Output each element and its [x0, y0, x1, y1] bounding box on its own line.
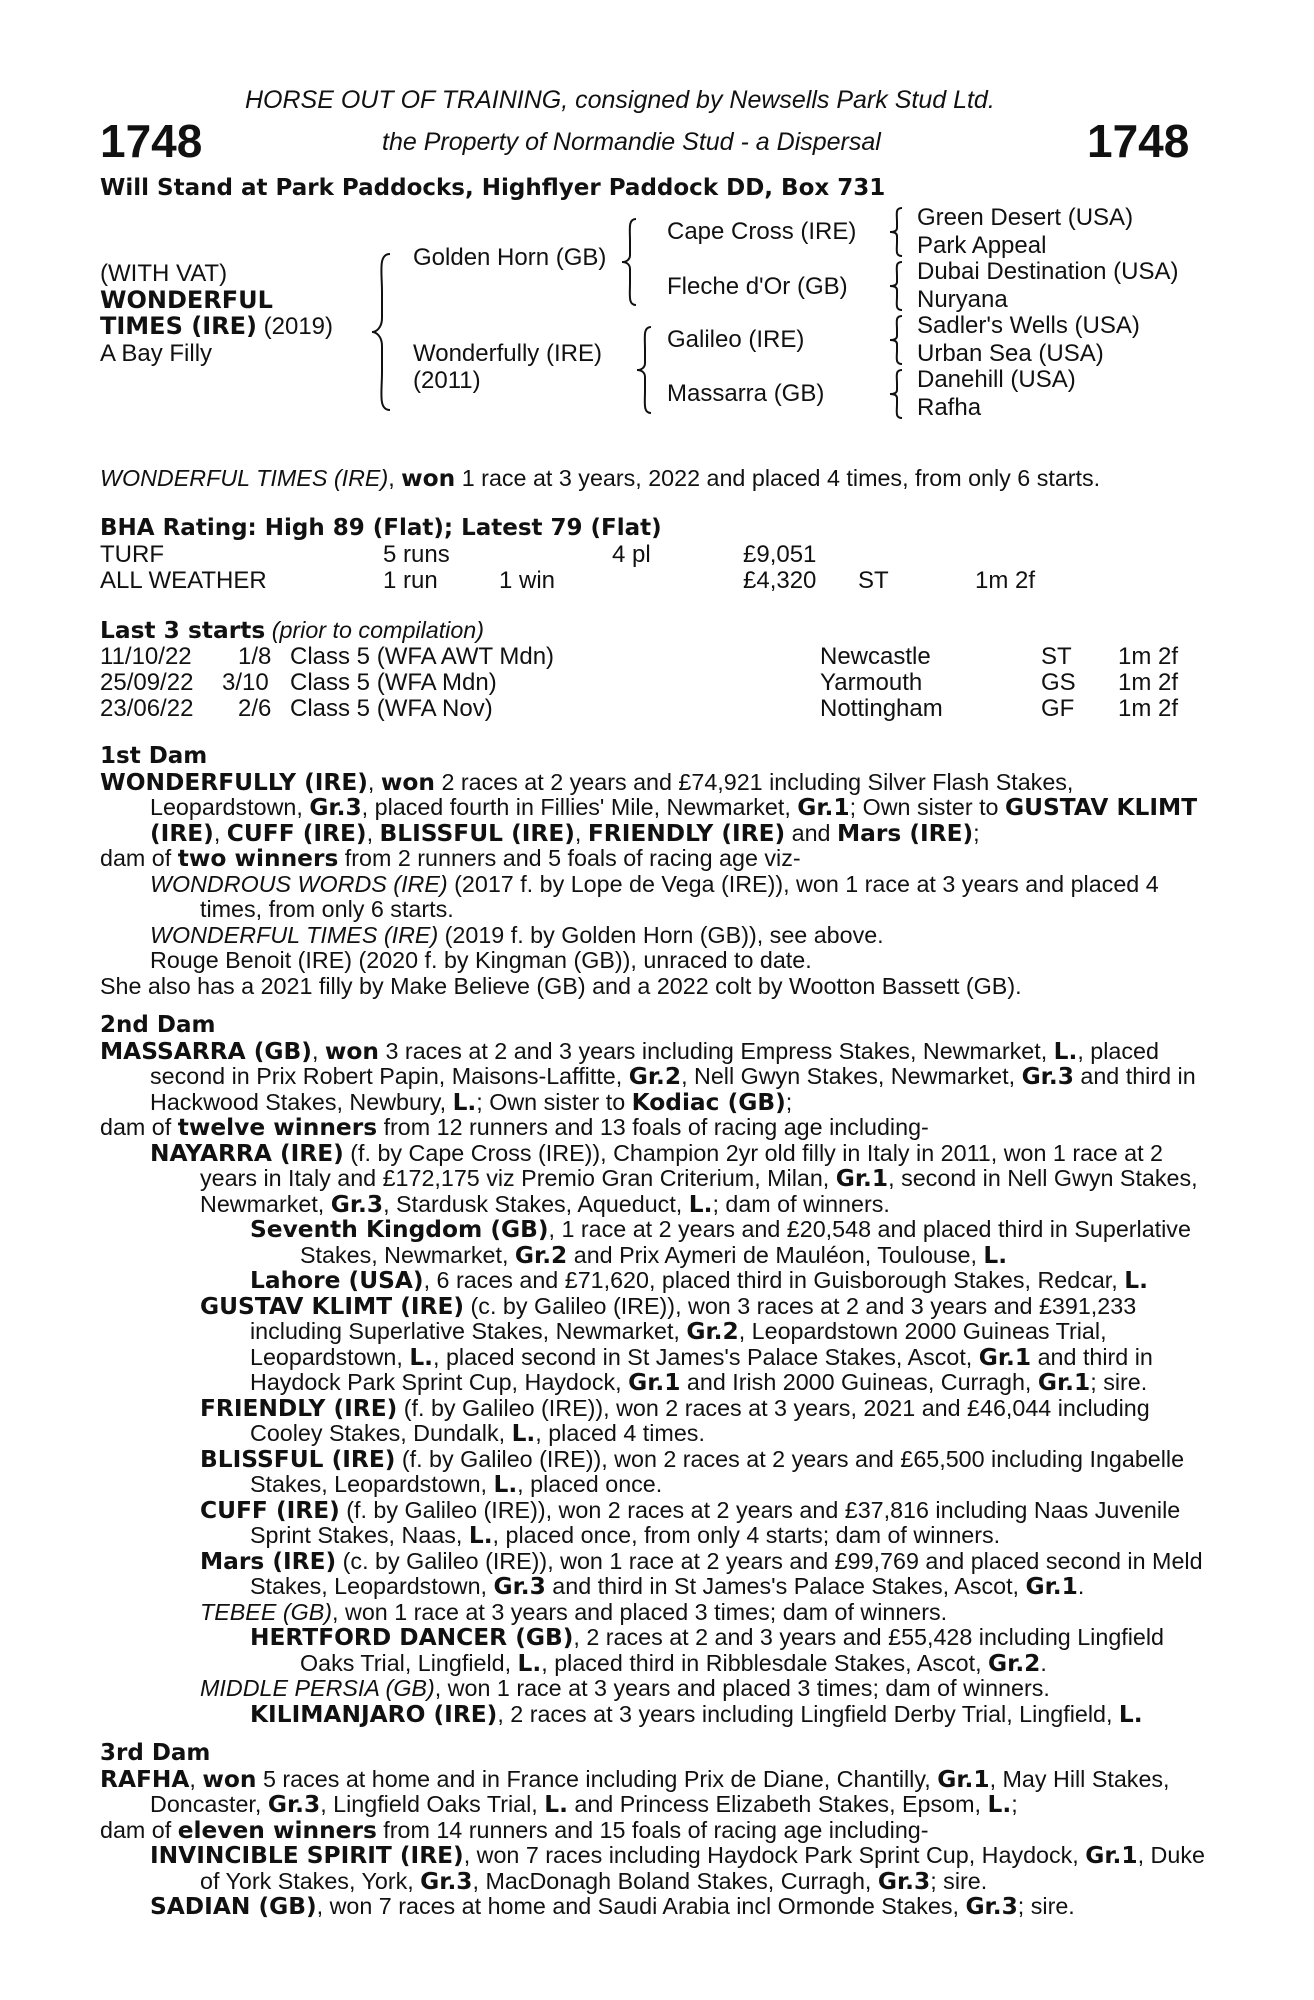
text-fragment: , [574, 819, 588, 846]
text-fragment: , Nell Gwyn Stakes, Newmarket, [681, 1063, 1022, 1089]
text-fragment: (c. by Galileo (IRE)), won 1 race at 2 years and £99,769 and placed second in Meld Stakes, Leopardstown, [250, 1547, 1203, 1599]
group-label: Gr.3 [965, 1893, 1018, 1920]
listed-label: L. [688, 1190, 713, 1218]
third-dam-produce-summary [100, 1818, 1208, 1844]
group-label: Gr.3 [309, 794, 362, 821]
rating-surface: ALL WEATHER [100, 567, 267, 594]
dam-dam-sire: Danehill (USA) [917, 366, 1076, 393]
text-fragment: , placed once. [517, 1471, 663, 1497]
text-fragment: , won 1 race at 3 years and placed 3 times; dam of winners. [434, 1675, 1050, 1701]
text-fragment: from 2 runners and 5 foals of racing age viz- [338, 845, 801, 871]
text-fragment: , 1 race at 2 years and £20,548 and placed third in Superlative Stakes, Newmarket, [300, 1216, 1191, 1268]
group-label: Gr.3 [493, 1573, 546, 1600]
summary-rest: 1 race at 3 years, 2022 and placed 4 times, from only 6 starts. [455, 465, 1101, 491]
produce-name: INVINCIBLE SPIRIT (IRE) [150, 1842, 464, 1869]
text-fragment: , placed 4 times. [535, 1420, 705, 1446]
first-dam-produce-summary [100, 846, 1208, 872]
text-fragment: , won 1 race at 3 years and placed 3 times; dam of winners. [332, 1598, 948, 1625]
group-label: Gr.3 [420, 1867, 473, 1895]
brace-ss [888, 206, 906, 258]
dam-sire-sire: Sadler's Wells (USA) [917, 312, 1140, 339]
listed-label: L. [544, 1791, 568, 1818]
start-going: ST [1041, 643, 1072, 670]
dam-dam-dam: Rafha [917, 394, 982, 421]
group-label: Gr.3 [267, 1791, 321, 1818]
first-dam-name: WONDERFULLY (IRE) [100, 768, 368, 796]
property-line: the Property of Normandie Stud - a Dispersal [382, 128, 881, 156]
group-label: Gr.2 [988, 1649, 1041, 1677]
produce-entry [100, 1396, 1208, 1447]
text-fragment: , won 7 races including Haydock Park Sprint Cup, Haydock, [463, 1842, 1086, 1868]
text-fragment: 3 races at 2 and 3 years including Empress Stakes, Newmarket, [379, 1037, 1054, 1064]
horse-name-line2-text: TIMES (IRE) [100, 312, 257, 340]
start-distance: 1m 2f [1118, 695, 1179, 722]
group-label: Gr.2 [628, 1063, 682, 1090]
start-course: Nottingham [820, 695, 943, 722]
grandproduce-entry [150, 1268, 1208, 1294]
vat-note: (WITH VAT) [100, 260, 228, 287]
text-fragment: , Stardusk Stakes, Aqueduct, [383, 1190, 689, 1217]
group-label: Gr.1 [797, 794, 850, 821]
start-date: 25/09/22 [100, 669, 194, 696]
start-distance: 1m 2f [1118, 669, 1179, 696]
horse-name-line1: WONDERFUL [100, 286, 273, 314]
second-dam-heading: 2nd Dam [100, 1012, 216, 1038]
sibling-name: BLISSFUL (IRE) [379, 819, 575, 847]
group-label: Gr.3 [1021, 1063, 1074, 1090]
produce-name: BLISSFUL (IRE) [200, 1445, 396, 1473]
sire-sire-sire: Green Desert (USA) [917, 204, 1134, 231]
produce-entry [100, 1447, 1208, 1498]
text-fragment: , 6 races and £71,620, placed third in Guisborough Stakes, Redcar, [423, 1267, 1125, 1293]
text-fragment: ; [785, 1088, 793, 1115]
text-fragment: , second in Nell Gwyn Stakes, Newmarket, [200, 1165, 1198, 1217]
grandproduce-entry [150, 1217, 1208, 1268]
text-fragment: dam of [100, 845, 178, 871]
text-fragment: ; [1011, 1791, 1018, 1817]
start-date: 23/06/22 [100, 695, 194, 722]
sire-dam-sire: Dubai Destination (USA) [917, 258, 1179, 285]
group-label: Gr.1 [1037, 1369, 1091, 1396]
group-label: Gr.2 [686, 1318, 739, 1345]
text-fragment: and Princess Elizabeth Stakes, Epsom, [567, 1791, 988, 1817]
sibling-name: FRIENDLY (IRE) [587, 819, 786, 847]
horse-description: A Bay Filly [100, 340, 213, 367]
dam-dam: Massarra (GB) [667, 380, 825, 407]
stand-location: Will Stand at Park Paddocks, Highflyer Paddock DD, Box 731 [100, 175, 886, 201]
second-dam-produce-summary [100, 1115, 1208, 1141]
text-fragment: , 2 races at 2 and 3 years and £55,428 including Lingfield Oaks Trial, Lingfield, [300, 1624, 1165, 1676]
rating-placed: 4 pl [612, 541, 651, 568]
sibling-name: GUSTAV KLIMT (IRE) [150, 794, 1198, 847]
text-fragment: ; Own sister to [849, 794, 1005, 820]
start-date: 11/10/22 [100, 643, 192, 670]
second-dam-name: MASSARRA (GB) [100, 1037, 312, 1065]
sire-dam-dam: Nuryana [917, 286, 1008, 313]
text-fragment: , [367, 768, 381, 795]
second-dam-record [100, 1039, 1208, 1116]
listed-label: L. [511, 1420, 536, 1447]
group-label: Gr.2 [514, 1241, 568, 1269]
listed-label: L. [452, 1088, 477, 1116]
text-fragment: and third in Hackwood Stakes, Newbury, [150, 1063, 1196, 1115]
text-fragment: , placed third in Ribblesdale Stakes, Ascot, [541, 1649, 989, 1676]
produce-entry [100, 1894, 1208, 1920]
listed-label: L. [987, 1791, 1012, 1818]
dam-year: (2011) [413, 367, 481, 394]
text-fragment: ; sire. [1090, 1369, 1148, 1395]
group-label: Gr.3 [330, 1190, 384, 1218]
first-dam-foals-note: She also has a 2021 filly by Make Believe (GB) and a 2022 colt by Wootton Bassett (GB). [100, 972, 1022, 999]
listed-label: L. [409, 1343, 434, 1371]
text-fragment: (f. by Galileo (IRE)), won 2 races at 2 years and £37,816 including Naas Juvenile Sprint Stakes, Naas, [250, 1496, 1181, 1548]
text-fragment: , placed fourth in Fillies' Mile, Newmarket, [361, 794, 798, 820]
start-position: 3/10 [222, 669, 269, 696]
brace-ds [888, 314, 906, 366]
text-fragment: 2 races at 2 years and £74,921 including Silver Flash Stakes, Leopardstown, [150, 768, 1074, 820]
sibling-name: Kodiac (GB) [631, 1088, 786, 1116]
first-dam-heading: 1st Dam [100, 743, 208, 769]
text-fragment: ; sire. [1017, 1893, 1075, 1919]
text-fragment: , [213, 819, 227, 846]
produce-entry [100, 1676, 1208, 1702]
pedigree-notes [100, 744, 1208, 1920]
rating-prize: £4,320 [743, 567, 817, 594]
produce-name: Lahore (USA) [250, 1267, 424, 1294]
third-dam-record [100, 1767, 1208, 1818]
start-race: Class 5 (WFA Mdn) [290, 669, 497, 696]
produce-name: MIDDLE PERSIA (GB) [200, 1675, 435, 1701]
text-fragment: , 2 races at 3 years including Lingfield Derby Trial, Lingfield, [497, 1700, 1119, 1727]
summary-comma: , [388, 465, 402, 491]
text-fragment: , placed second in St James's Palace Stakes, Ascot, [433, 1343, 979, 1370]
bha-rating-heading: BHA Rating: High 89 (Flat); Latest 79 (Flat) [100, 515, 662, 541]
text-fragment: (c. by Galileo (IRE)), won 3 races at 2 and 3 years and £391,233 including Superlative Stakes, Newmarket, [250, 1292, 1137, 1344]
text-fragment: ; [973, 819, 980, 846]
third-dam-name: RAFHA [100, 1765, 190, 1793]
produce-entry [100, 1600, 1208, 1626]
grandproduce-entry [150, 1625, 1208, 1676]
start-going: GF [1041, 695, 1075, 722]
listed-label: L. [1118, 1700, 1143, 1728]
text-fragment: (2019 f. by Golden Horn (GB)), see above. [438, 921, 884, 948]
lot-number-right: 1748 [1087, 115, 1190, 167]
sire-dam: Fleche d'Or (GB) [667, 273, 848, 300]
text-fragment: (f. by Cape Cross (IRE)), Champion 2yr old filly in Italy in 2011, won 1 race at 2 years in Italy and £172,175 viz Premio Gran Criterium, Milan, [200, 1139, 1163, 1191]
winners-count: two winners [177, 845, 339, 872]
text-fragment: 5 races at home and in France including Prix de Diane, Chantilly, [256, 1765, 938, 1792]
produce-name: FRIENDLY (IRE) [200, 1394, 398, 1422]
text-fragment: , MacDonagh Boland Stakes, Curragh, [472, 1867, 878, 1894]
main-brace [370, 252, 396, 412]
text-fragment: and Irish 2000 Guineas, Curragh, [680, 1369, 1038, 1395]
text-fragment: , placed second in Prix Robert Papin, Maisons-Laffitte, [150, 1037, 1159, 1089]
winners-count: twelve winners [177, 1114, 378, 1141]
rating-wins: 1 win [499, 567, 556, 594]
won-label: won [202, 1765, 257, 1793]
horse-year: (2019) [256, 313, 334, 340]
text-fragment: , [189, 1765, 203, 1792]
summary-horse-name: WONDERFUL TIMES (IRE) [100, 465, 389, 491]
first-dam-record [100, 770, 1208, 847]
produce-entry [100, 923, 1208, 949]
dam-brace [635, 325, 657, 415]
start-going: GS [1041, 669, 1076, 696]
produce-entry [100, 1549, 1208, 1600]
text-fragment: (f. by Galileo (IRE)), won 2 races at 2 years and £65,500 including Ingabelle Stakes, Leopardstown, [250, 1445, 1185, 1497]
start-race: Class 5 (WFA AWT Mdn) [290, 643, 555, 670]
dam: Wonderfully (IRE) [413, 340, 602, 367]
text-fragment: (f. by Galileo (IRE)), won 2 races at 3 years, 2021 and £46,044 including Cooley Stakes, Dundalk, [250, 1394, 1150, 1446]
text-fragment: , placed once, from only 4 starts; dam of winners. [492, 1522, 1001, 1548]
rating-distance: 1m 2f [975, 567, 1036, 594]
sire-sire-dam: Park Appeal [917, 232, 1047, 259]
group-label: Gr.1 [1025, 1573, 1078, 1600]
rating-runs: 5 runs [383, 541, 450, 568]
sire-brace [620, 217, 642, 307]
dam-sire: Galileo (IRE) [667, 326, 805, 353]
text-fragment: , [366, 819, 380, 846]
start-course: Newcastle [820, 643, 931, 670]
text-fragment: , Duke of York Stakes, York, [200, 1842, 1205, 1894]
start-position: 2/6 [238, 695, 272, 722]
won-label: won [380, 768, 435, 796]
won-label: won [324, 1037, 380, 1065]
produce-name: CUFF (IRE) [200, 1496, 340, 1524]
produce-entry [100, 1141, 1208, 1218]
winners-count: eleven winners [177, 1816, 377, 1844]
text-fragment: . [1077, 1573, 1085, 1599]
text-fragment: . [1040, 1649, 1047, 1676]
group-label: Gr.1 [628, 1369, 681, 1396]
brace-sd [888, 260, 906, 312]
sire-sire: Cape Cross (IRE) [667, 218, 857, 245]
listed-label: L. [1124, 1267, 1148, 1294]
start-race: Class 5 (WFA Nov) [290, 695, 493, 722]
third-dam-heading: 3rd Dam [100, 1740, 211, 1766]
produce-entry [100, 1843, 1208, 1894]
start-position: 1/8 [238, 643, 272, 670]
sire: Golden Horn (GB) [413, 244, 607, 271]
produce-entry [100, 872, 1208, 923]
sibling-name: Mars (IRE) [836, 819, 974, 847]
text-fragment: from 12 runners and 13 foals of racing age including- [377, 1114, 929, 1140]
produce-entry [100, 1294, 1208, 1396]
text-fragment: , Lingfield Oaks Trial, [320, 1791, 545, 1817]
text-fragment: and Prix Aymeri de Mauléon, Toulouse, [567, 1241, 984, 1268]
produce-name: HERTFORD DANCER (GB) [250, 1624, 574, 1651]
summary-won: won [401, 465, 456, 492]
produce-name: TEBEE (GB) [200, 1598, 333, 1625]
horse-name-line2 [100, 314, 333, 339]
group-label: Gr.1 [835, 1165, 889, 1192]
text-fragment: ; dam of winners. [712, 1190, 890, 1217]
group-label: Gr.1 [978, 1343, 1032, 1371]
rating-going: ST [858, 567, 889, 594]
brace-dd [888, 368, 906, 420]
text-fragment: and [785, 819, 837, 846]
produce-entry: Rouge Benoit (IRE) (2020 f. by Kingman (GB)), unraced to date. [150, 947, 812, 973]
text-fragment: , won 7 races at home and Saudi Arabia incl Ormonde Stakes, [316, 1893, 966, 1919]
produce-name: Mars (IRE) [200, 1547, 337, 1575]
text-fragment: , [311, 1037, 325, 1064]
group-label: Gr.3 [877, 1867, 931, 1895]
text-fragment: , Leopardstown 2000 Guineas Trial, Leopardstown, [250, 1318, 1107, 1370]
group-label: Gr.1 [1085, 1842, 1138, 1869]
group-label: Gr.1 [937, 1765, 990, 1793]
start-distance: 1m 2f [1118, 643, 1179, 670]
grandproduce-entry [150, 1702, 1208, 1728]
listed-label: L. [1053, 1037, 1078, 1065]
text-fragment: (2017 f. by Lope de Vega (IRE)), won 1 race at 3 years and placed 4 times, from only 6 starts. [200, 870, 1159, 922]
produce-name: GUSTAV KLIMT (IRE) [200, 1292, 465, 1320]
produce-name: NAYARRA (IRE) [150, 1139, 344, 1167]
lot-number-left: 1748 [100, 115, 203, 167]
produce-entry [100, 1498, 1208, 1549]
text-fragment: and third in St James's Palace Stakes, Ascot, [545, 1573, 1026, 1599]
dam-sire-dam: Urban Sea (USA) [917, 340, 1104, 367]
text-fragment: from 14 runners and 15 foals of racing age including- [376, 1816, 929, 1843]
text-fragment: dam of [100, 1114, 178, 1140]
race-summary [100, 467, 1100, 490]
produce-name: WONDERFUL TIMES (IRE) [150, 921, 439, 948]
text-fragment: ; sire. [930, 1867, 988, 1894]
last3-heading [100, 619, 484, 642]
text-fragment: and third in Haydock Park Sprint Cup, Haydock, [250, 1343, 1153, 1395]
sibling-name: CUFF (IRE) [226, 819, 367, 847]
listed-label: L. [468, 1522, 493, 1549]
produce-name: Seventh Kingdom (GB) [250, 1216, 549, 1243]
last3-heading-text: Last 3 starts [100, 617, 266, 644]
text-fragment: , May Hill Stakes, Doncaster, [150, 1765, 1170, 1817]
start-course: Yarmouth [820, 669, 923, 696]
rating-prize: £9,051 [743, 541, 817, 568]
rating-runs: 1 run [383, 567, 438, 594]
listed-label: L. [983, 1241, 1008, 1269]
produce-name: KILIMANJARO (IRE) [250, 1700, 498, 1728]
listed-label: L. [493, 1471, 518, 1498]
produce-name: WONDROUS WORDS (IRE) [150, 870, 448, 897]
produce-name: SADIAN (GB) [150, 1893, 317, 1920]
listed-label: L. [517, 1649, 542, 1677]
text-fragment: ; Own sister to [476, 1088, 632, 1115]
consignor-line: HORSE OUT OF TRAINING, consigned by Newsells Park Stud Ltd. [245, 86, 995, 114]
last3-note: (prior to compilation) [265, 617, 485, 643]
rating-surface: TURF [100, 541, 164, 568]
text-fragment: dam of [100, 1816, 178, 1843]
